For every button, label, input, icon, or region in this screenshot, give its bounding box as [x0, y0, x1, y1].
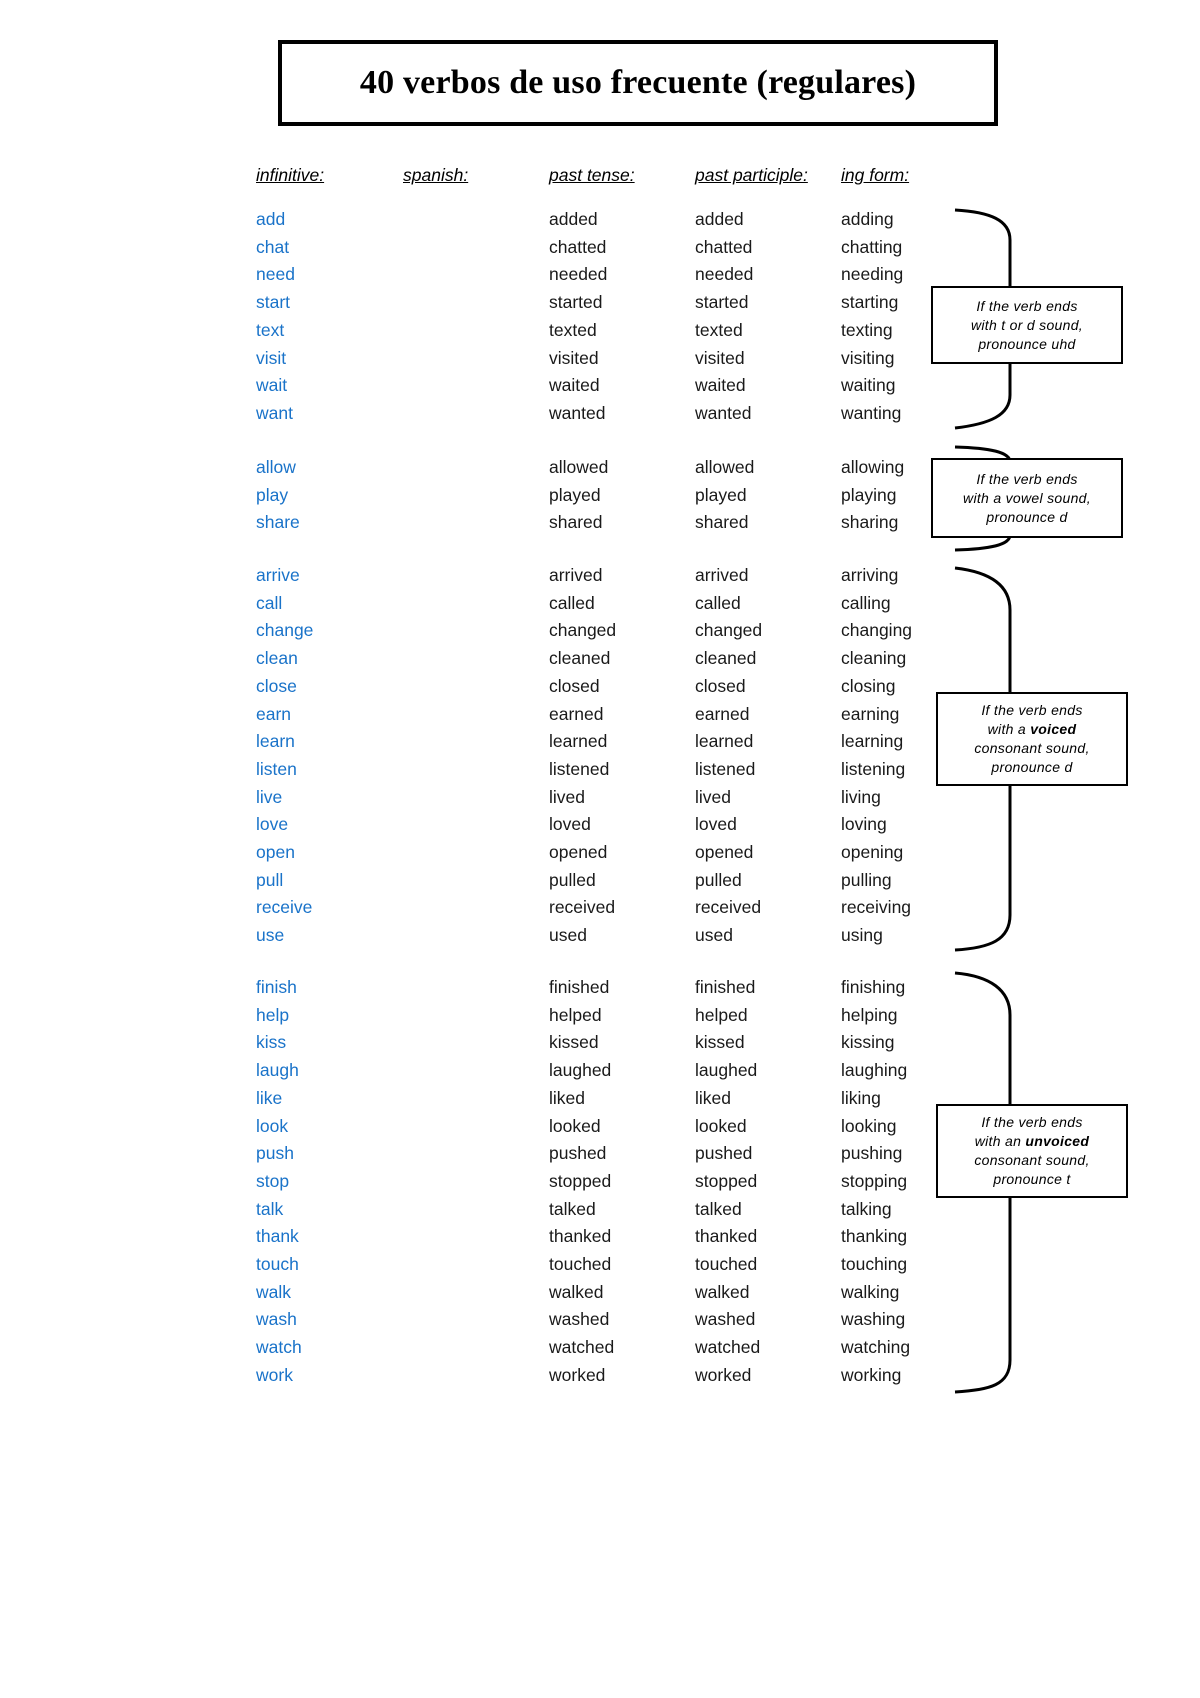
infinitive-cell: pull	[256, 869, 284, 890]
infinitive-cell: clean	[256, 648, 298, 669]
infinitive-cell: like	[256, 1087, 283, 1108]
past-participle-cell: added	[695, 209, 744, 229]
header-past-tense: past tense:	[549, 165, 635, 185]
past-tense-cell: touched	[549, 1254, 612, 1274]
past-participle-cell: loved	[695, 814, 737, 835]
past-tense-cell: allowed	[549, 457, 609, 477]
past-tense-cell: kissed	[549, 1032, 599, 1053]
past-participle-cell: shared	[695, 512, 749, 533]
ing-form-cell: receiving	[841, 897, 912, 918]
past-tense-cell: waited	[549, 375, 600, 396]
ing-form-cell: looking	[841, 1115, 897, 1136]
ing-form-cell: needing	[841, 264, 904, 285]
ing-form-cell: starting	[841, 292, 899, 313]
infinitive-cell: start	[256, 292, 291, 313]
ing-form-cell: laughing	[841, 1060, 908, 1081]
ing-form-cell: touching	[841, 1254, 908, 1274]
note-unvoiced-consonant: If the verb ends with an unvoiced consonant sound, pronounce t	[936, 1104, 1128, 1198]
past-participle-cell: talked	[695, 1198, 742, 1219]
ing-form-cell: visiting	[841, 347, 895, 368]
infinitive-cell: allow	[256, 457, 296, 477]
infinitive-cell: touch	[256, 1254, 299, 1274]
past-tense-cell: earned	[549, 703, 604, 724]
infinitive-cell: wait	[256, 375, 288, 396]
ing-form-cell: arriving	[841, 565, 899, 585]
past-tense-cell: added	[549, 209, 598, 229]
past-tense-cell: pushed	[549, 1143, 607, 1164]
infinitive-cell: kiss	[256, 1032, 287, 1053]
past-tense-cell: learned	[549, 731, 608, 752]
ing-form-cell: loving	[841, 814, 887, 835]
past-participle-cell: arrived	[695, 565, 749, 585]
past-participle-cell: stopped	[695, 1170, 758, 1191]
infinitive-cell: earn	[256, 703, 292, 724]
infinitive-cell: arrive	[256, 565, 300, 585]
past-tense-cell: washed	[549, 1309, 610, 1330]
infinitive-cell: visit	[256, 347, 287, 368]
infinitive-cell: change	[256, 620, 314, 641]
past-participle-cell: helped	[695, 1004, 748, 1025]
ing-form-cell: adding	[841, 209, 894, 229]
past-tense-cell: thanked	[549, 1226, 612, 1247]
ing-form-cell: waiting	[841, 375, 896, 396]
past-tense-cell: looked	[549, 1115, 601, 1136]
past-tense-cell: stopped	[549, 1170, 612, 1191]
past-participle-cell: listened	[695, 758, 756, 779]
ing-form-cell: washing	[841, 1309, 906, 1330]
ing-form-cell: pushing	[841, 1143, 903, 1164]
past-participle-cell: waited	[695, 375, 746, 396]
past-tense-cell: talked	[549, 1198, 596, 1219]
infinitive-cell: push	[256, 1143, 294, 1164]
past-tense-cell: liked	[549, 1087, 585, 1108]
past-participle-cell: liked	[695, 1087, 731, 1108]
infinitive-cell: receive	[256, 897, 313, 918]
past-participle-cell: wanted	[695, 402, 752, 423]
past-participle-cell: pushed	[695, 1143, 753, 1164]
infinitive-cell: need	[256, 264, 295, 285]
past-participle-cell: lived	[695, 786, 731, 807]
past-participle-cell: laughed	[695, 1060, 758, 1081]
past-tense-cell: chatted	[549, 236, 607, 257]
ing-form-cell: watching	[841, 1337, 911, 1358]
page-title: 40 verbos de uso frecuente (regulares)	[359, 64, 917, 101]
past-tense-cell: pulled	[549, 869, 596, 890]
header-spanish: spanish:	[403, 165, 469, 185]
infinitive-cell: wash	[256, 1309, 297, 1330]
past-participle-cell: changed	[695, 620, 763, 641]
note-voiced-consonant: If the verb ends with a voiced consonant sound, pronounce d	[936, 692, 1128, 786]
past-participle-cell: needed	[695, 264, 754, 285]
ing-form-cell: allowing	[841, 457, 905, 477]
infinitive-cell: add	[256, 209, 286, 229]
ing-form-cell: sharing	[841, 512, 899, 533]
past-tense-cell: closed	[549, 675, 600, 696]
past-participle-cell: pulled	[695, 869, 742, 890]
infinitive-cell: close	[256, 675, 297, 696]
infinitive-cell: work	[256, 1364, 293, 1385]
infinitive-cell: thank	[256, 1226, 299, 1247]
past-tense-cell: needed	[549, 264, 608, 285]
past-participle-cell: visited	[695, 347, 745, 368]
past-participle-cell: closed	[695, 675, 746, 696]
past-tense-cell: walked	[549, 1281, 604, 1302]
past-participle-cell: used	[695, 925, 733, 946]
infinitive-cell: finish	[256, 977, 297, 997]
infinitive-cell: use	[256, 925, 285, 946]
infinitive-cell: learn	[256, 731, 295, 752]
ing-form-cell: wanting	[841, 402, 902, 423]
infinitive-cell: play	[256, 484, 289, 505]
infinitive-cell: open	[256, 842, 295, 862]
past-tense-cell: started	[549, 292, 603, 313]
infinitive-cell: walk	[256, 1281, 292, 1302]
past-participle-cell: thanked	[695, 1226, 758, 1247]
past-participle-cell: finished	[695, 977, 756, 997]
ing-form-cell: using	[841, 925, 883, 946]
infinitive-cell: chat	[256, 236, 290, 257]
infinitive-cell: talk	[256, 1198, 284, 1219]
past-tense-cell: visited	[549, 347, 599, 368]
past-participle-cell: cleaned	[695, 648, 757, 669]
ing-form-cell: listening	[841, 758, 906, 779]
past-tense-cell: wanted	[549, 402, 606, 423]
past-participle-cell: opened	[695, 842, 754, 862]
infinitive-cell: look	[256, 1115, 289, 1136]
past-participle-cell: chatted	[695, 236, 753, 257]
past-tense-cell: listened	[549, 758, 610, 779]
infinitive-cell: help	[256, 1004, 290, 1025]
ing-form-cell: living	[841, 786, 881, 807]
past-participle-cell: started	[695, 292, 749, 313]
infinitive-cell: listen	[256, 758, 297, 779]
past-tense-cell: called	[549, 592, 595, 613]
header-past-participle: past participle:	[695, 165, 808, 185]
note-vowel-sound: If the verb ends with a vowel sound, pronounce d	[931, 458, 1123, 538]
past-tense-cell: opened	[549, 842, 608, 862]
note-t-or-d: If the verb ends with t or d sound, pronounce uhd	[931, 286, 1123, 364]
past-tense-cell: laughed	[549, 1060, 612, 1081]
past-tense-cell: cleaned	[549, 648, 611, 669]
ing-form-cell: closing	[841, 675, 896, 696]
ing-form-cell: pulling	[841, 869, 892, 890]
ing-form-cell: finishing	[841, 977, 906, 997]
ing-form-cell: helping	[841, 1004, 898, 1025]
infinitive-cell: want	[256, 402, 293, 423]
past-tense-cell: shared	[549, 512, 603, 533]
past-tense-cell: received	[549, 897, 616, 918]
past-tense-cell: helped	[549, 1004, 602, 1025]
past-tense-cell: texted	[549, 319, 597, 340]
past-participle-cell: received	[695, 897, 762, 918]
ing-form-cell: texting	[841, 319, 893, 340]
ing-form-cell: chatting	[841, 236, 903, 257]
past-tense-cell: played	[549, 484, 601, 505]
ing-form-cell: changing	[841, 620, 913, 641]
ing-form-cell: opening	[841, 842, 904, 862]
past-tense-cell: changed	[549, 620, 617, 641]
infinitive-cell: love	[256, 814, 289, 835]
past-tense-cell: worked	[549, 1364, 606, 1385]
past-participle-cell: kissed	[695, 1032, 745, 1053]
past-tense-cell: watched	[549, 1337, 615, 1358]
ing-form-cell: walking	[841, 1281, 900, 1302]
past-participle-cell: worked	[695, 1364, 752, 1385]
past-participle-cell: touched	[695, 1254, 758, 1274]
infinitive-cell: laugh	[256, 1060, 299, 1081]
infinitive-cell: stop	[256, 1170, 290, 1191]
past-participle-cell: allowed	[695, 457, 755, 477]
infinitive-cell: live	[256, 786, 283, 807]
infinitive-cell: text	[256, 319, 285, 340]
ing-form-cell: kissing	[841, 1032, 895, 1053]
ing-form-cell: learning	[841, 731, 904, 752]
past-tense-cell: arrived	[549, 565, 603, 585]
infinitive-cell: watch	[256, 1337, 302, 1358]
past-tense-cell: loved	[549, 814, 591, 835]
ing-form-cell: calling	[841, 592, 891, 613]
past-participle-cell: learned	[695, 731, 754, 752]
ing-form-cell: earning	[841, 703, 900, 724]
past-participle-cell: washed	[695, 1309, 756, 1330]
infinitive-cell: call	[256, 592, 283, 613]
past-tense-cell: finished	[549, 977, 610, 997]
past-participle-cell: called	[695, 592, 741, 613]
ing-form-cell: talking	[841, 1198, 892, 1219]
ing-form-cell: stopping	[841, 1170, 908, 1191]
past-tense-cell: used	[549, 925, 587, 946]
past-participle-cell: texted	[695, 319, 743, 340]
ing-form-cell: playing	[841, 484, 897, 505]
header-ing-form: ing form:	[841, 165, 910, 185]
past-participle-cell: looked	[695, 1115, 747, 1136]
ing-form-cell: thanking	[841, 1226, 908, 1247]
ing-form-cell: working	[841, 1364, 902, 1385]
past-participle-cell: watched	[695, 1337, 761, 1358]
past-participle-cell: played	[695, 484, 747, 505]
ing-form-cell: cleaning	[841, 648, 907, 669]
past-participle-cell: walked	[695, 1281, 750, 1302]
past-tense-cell: lived	[549, 786, 585, 807]
ing-form-cell: liking	[841, 1087, 881, 1108]
past-participle-cell: earned	[695, 703, 750, 724]
header-infinitive: infinitive:	[256, 165, 325, 185]
infinitive-cell: share	[256, 512, 300, 533]
